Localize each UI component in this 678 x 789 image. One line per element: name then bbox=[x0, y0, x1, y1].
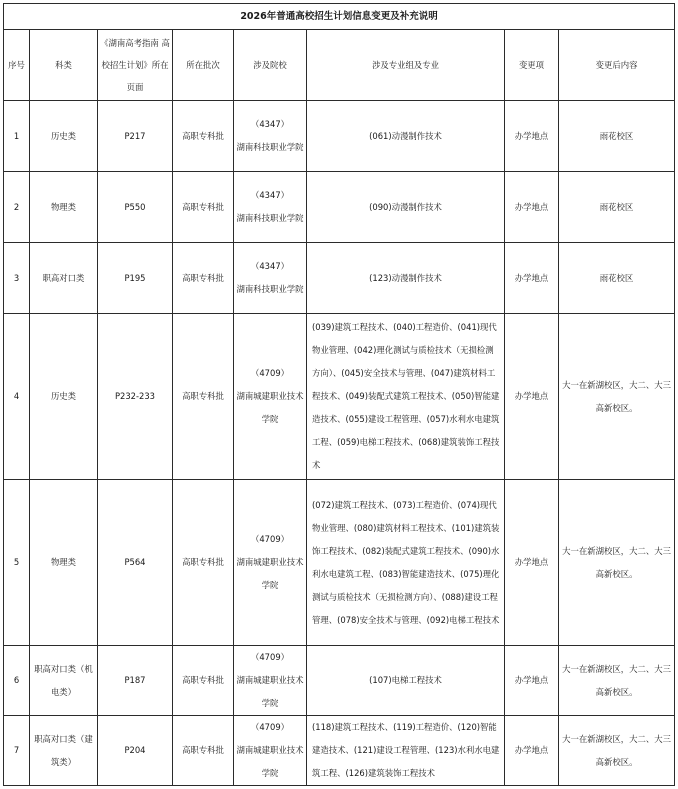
cell-majors: (107)电梯工程技术 bbox=[307, 646, 505, 716]
cell-category: 历史类 bbox=[30, 101, 98, 172]
cell-school bbox=[234, 314, 307, 480]
cell-majors: (072)建筑工程技术、(073)工程造价、(074)现代物业管理、(080)建筑材料工程技术、(101)建筑装饰工程技术、(082)装配式建筑工程技术、(090)水利水电建筑工程、(083)智能建造技术、(075)理化测试与质检技术（无损检测方向）、(088)建设工程管理、(078)安全技术与管理、(092)电梯工程技术 bbox=[307, 480, 505, 646]
cell-item: 办学地点 bbox=[505, 646, 559, 716]
cell-seq: 6 bbox=[4, 646, 30, 716]
cell-category: 职高对口类（机电类） bbox=[30, 646, 98, 716]
header-majors: 涉及专业组及专业 bbox=[307, 30, 505, 101]
cell-batch: 高职专科批 bbox=[173, 716, 234, 786]
cell-page: P204 bbox=[98, 716, 173, 786]
cell-item: 办学地点 bbox=[505, 314, 559, 480]
header-school: 涉及院校 bbox=[234, 30, 307, 101]
school-name: 湖南科技职业学院 bbox=[236, 213, 304, 223]
school-name: 湖南科技职业学院 bbox=[236, 142, 304, 152]
table-row bbox=[4, 716, 675, 786]
cell-school bbox=[234, 716, 307, 786]
header-batch: 所在批次 bbox=[173, 30, 234, 101]
cell-seq: 2 bbox=[4, 172, 30, 243]
school-code: （4709） bbox=[250, 722, 290, 732]
cell-majors: (039)建筑工程技术、(040)工程造价、(041)现代物业管理、(042)理化测试与质检技术（无损检测方向）、(045)安全技术与管理、(047)建筑材料工程技术、(049)装配式建筑工程技术、(050)智能建造技术、(055)建设工程管理、(057)水利水电建筑工程、(059)电梯工程技术、(068)建筑装饰工程技术 bbox=[307, 314, 505, 480]
cell-item: 办学地点 bbox=[505, 101, 559, 172]
header-after: 变更后内容 bbox=[559, 30, 675, 101]
cell-item: 办学地点 bbox=[505, 243, 559, 314]
cell-category: 历史类 bbox=[30, 314, 98, 480]
school-code: （4709） bbox=[250, 652, 290, 662]
cell-seq: 5 bbox=[4, 480, 30, 646]
cell-batch: 高职专科批 bbox=[173, 314, 234, 480]
cell-school bbox=[234, 480, 307, 646]
school-code: （4347） bbox=[250, 190, 290, 200]
school-code: （4347） bbox=[250, 261, 290, 271]
cell-seq: 1 bbox=[4, 101, 30, 172]
cell-item: 办学地点 bbox=[505, 716, 559, 786]
table-row bbox=[4, 314, 675, 480]
header-item: 变更项 bbox=[505, 30, 559, 101]
cell-after: 雨花校区 bbox=[559, 101, 675, 172]
cell-after: 大一在新湖校区，大二、大三高新校区。 bbox=[559, 480, 675, 646]
cell-majors: (090)动漫制作技术 bbox=[307, 172, 505, 243]
table-row bbox=[4, 172, 675, 243]
cell-after: 大一在新湖校区，大二、大三高新校区。 bbox=[559, 716, 675, 786]
school-name: 湖南城建职业技术学院 bbox=[236, 745, 304, 778]
cell-majors: (123)动漫制作技术 bbox=[307, 243, 505, 314]
cell-seq: 4 bbox=[4, 314, 30, 480]
cell-category: 物理类 bbox=[30, 172, 98, 243]
cell-page: P217 bbox=[98, 101, 173, 172]
change-notice-table bbox=[3, 3, 675, 786]
cell-item: 办学地点 bbox=[505, 480, 559, 646]
header-page: 《湖南高考指南 高校招生计划》所在页面 bbox=[98, 30, 173, 101]
cell-batch: 高职专科批 bbox=[173, 101, 234, 172]
table-row bbox=[4, 480, 675, 646]
cell-seq: 7 bbox=[4, 716, 30, 786]
cell-page: P195 bbox=[98, 243, 173, 314]
cell-school bbox=[234, 101, 307, 172]
header-seq: 序号 bbox=[4, 30, 30, 101]
school-name: 湖南科技职业学院 bbox=[236, 284, 304, 294]
cell-item: 办学地点 bbox=[505, 172, 559, 243]
table-title: 2026年普通高校招生计划信息变更及补充说明 bbox=[4, 4, 675, 30]
cell-majors: (061)动漫制作技术 bbox=[307, 101, 505, 172]
cell-batch: 高职专科批 bbox=[173, 480, 234, 646]
cell-page: P232-233 bbox=[98, 314, 173, 480]
table-row bbox=[4, 101, 675, 172]
table-row bbox=[4, 646, 675, 716]
cell-category: 职高对口类 bbox=[30, 243, 98, 314]
cell-school bbox=[234, 646, 307, 716]
school-code: （4709） bbox=[250, 534, 290, 544]
cell-batch: 高职专科批 bbox=[173, 172, 234, 243]
cell-page: P187 bbox=[98, 646, 173, 716]
cell-school bbox=[234, 243, 307, 314]
cell-after: 雨花校区 bbox=[559, 172, 675, 243]
school-name: 湖南城建职业技术学院 bbox=[236, 557, 304, 590]
cell-page: P564 bbox=[98, 480, 173, 646]
cell-page: P550 bbox=[98, 172, 173, 243]
cell-seq: 3 bbox=[4, 243, 30, 314]
cell-after: 大一在新湖校区，大二、大三高新校区。 bbox=[559, 646, 675, 716]
header-category: 科类 bbox=[30, 30, 98, 101]
cell-school bbox=[234, 172, 307, 243]
cell-after: 大一在新湖校区，大二、大三高新校区。 bbox=[559, 314, 675, 480]
school-code: （4709） bbox=[250, 368, 290, 378]
cell-category: 职高对口类（建筑类） bbox=[30, 716, 98, 786]
school-name: 湖南城建职业技术学院 bbox=[236, 675, 304, 708]
table-row bbox=[4, 243, 675, 314]
school-name: 湖南城建职业技术学院 bbox=[236, 391, 304, 424]
cell-batch: 高职专科批 bbox=[173, 243, 234, 314]
school-code: （4347） bbox=[250, 119, 290, 129]
cell-batch: 高职专科批 bbox=[173, 646, 234, 716]
cell-after: 雨花校区 bbox=[559, 243, 675, 314]
cell-category: 物理类 bbox=[30, 480, 98, 646]
cell-majors: (118)建筑工程技术、(119)工程造价、(120)智能建造技术、(121)建设工程管理、(123)水利水电建筑工程、(126)建筑装饰工程技术 bbox=[307, 716, 505, 786]
